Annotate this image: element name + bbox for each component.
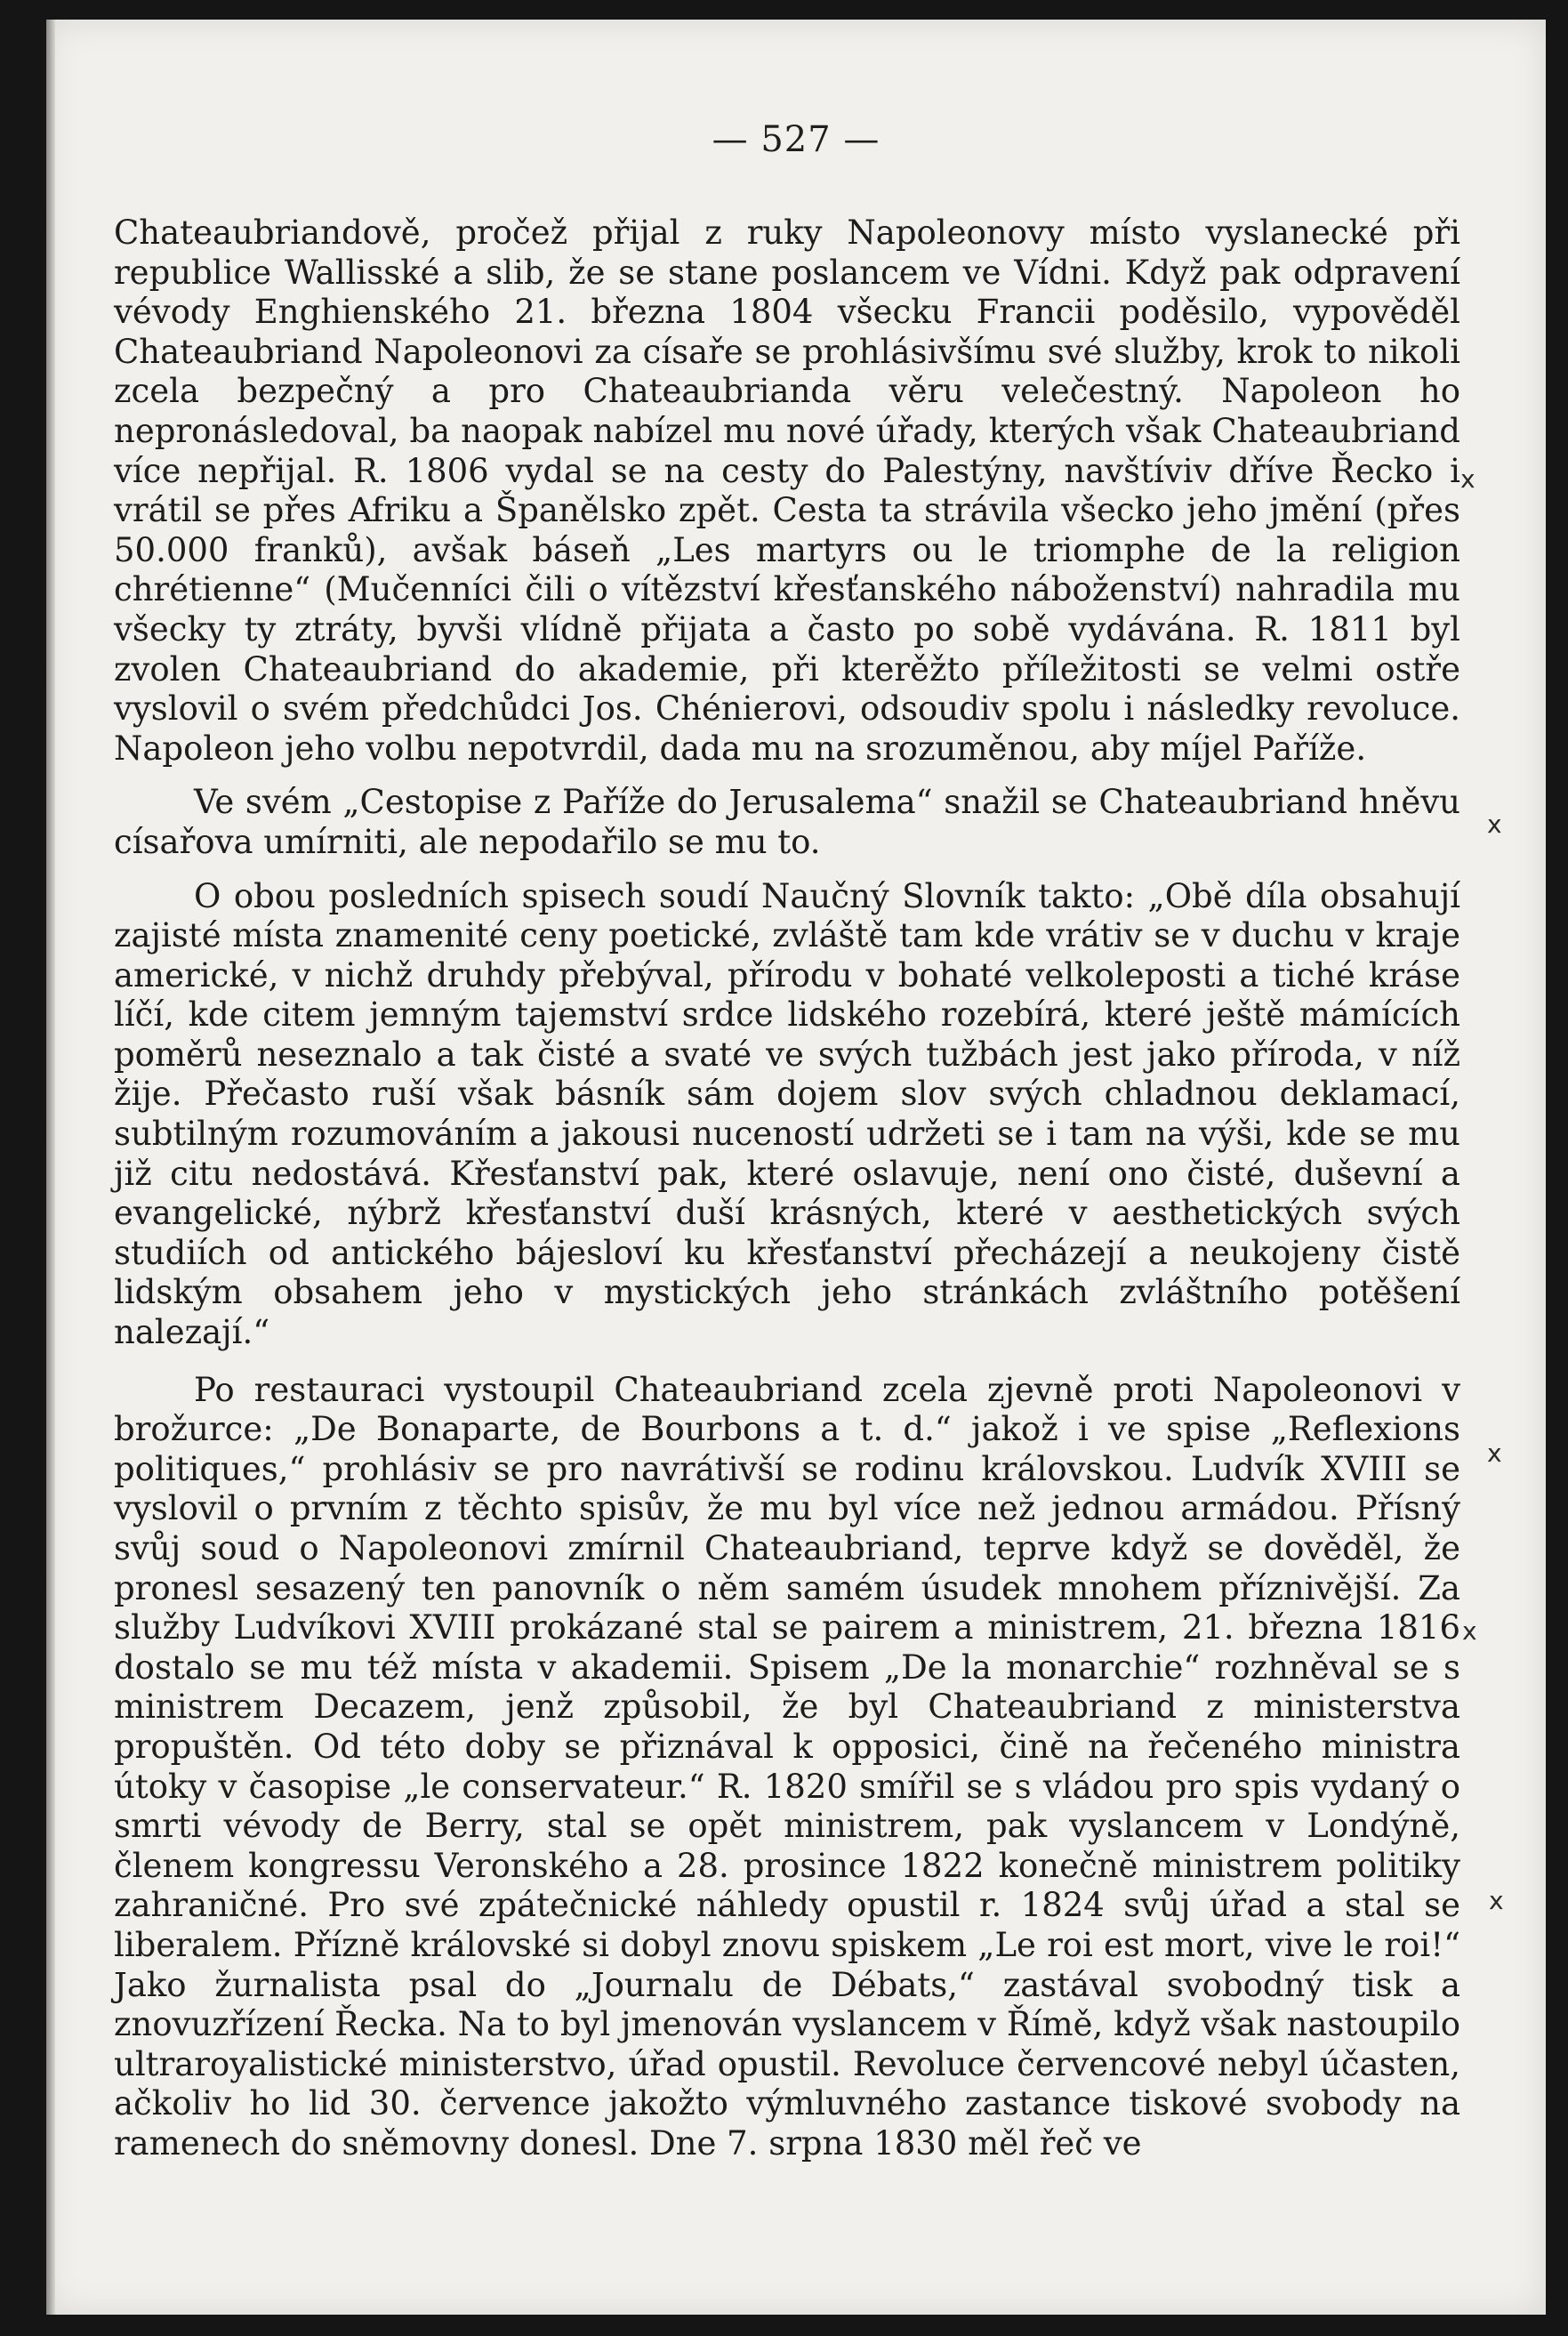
margin-mark: x bbox=[1487, 810, 1502, 839]
paragraph-2: Ve svém „Cestopise z Paříže do Jerusalema“ snažil se Chateaubriand hněvu císařova umírniti, ale nepodařilo se mu to. bbox=[114, 783, 1460, 861]
margin-mark: x bbox=[1460, 464, 1476, 494]
book-page bbox=[46, 20, 1546, 2315]
paragraph-3: O obou posledních spisech soudí Naučný Slovník takto: „Obě díla obsahují zajisté místa znamenité ceny poetické, zvláště tam kde vrátiv se v duchu v kraje americké, v nichž druhdy přebýval, přírodu v bohaté velkoleposti a tiché kráse líčí, kde citem jemným tajemství srdce lidského rozebírá, které ještě mámících poměrů neseznalo a tak čisté a svaté ve svých tužbách jest jako příroda, v níž žije. Přečasto ruší však básník sám dojem slov svých chladnou deklamací, subtilným rozumováním a jakousi nuceností udržeti se i tam na výši, kde se mu již citu nedostává. Křesťanství pak, které oslavuje, není ono čisté, duševní a evangelické, nýbrž křesťanství duší krásných, které v aesthetických svých studiích od antického bájesloví ku křesťanství přecházejí a neukojeny čistě lidským obsahem jeho v mystických jeho stránkách zvláštního potěšení nalezají.“ bbox=[114, 876, 1460, 1352]
paragraph-4: Po restauraci vystoupil Chateaubriand zcela zjevně proti Napoleonovi v brožurce: „De Bonaparte, de Bourbons a t. d.“ jakož i ve spise „Reflexions politiques,“ prohlásiv se pro navrátivší se rodinu královskou. Ludvík XVIII se vyslovil o prvním z těchto spisův, že mu byl více než jednou armádou. Přísný svůj soud o Napoleonovi zmírnil Chateaubriand, teprve když se dověděl, že pronesl sesazený ten panovník o něm samém úsudek mnohem příznivější. Za služby Ludvíkovi XVIII prokázané stal se pairem a ministrem, 21. března 1816 dostalo se mu též místa v akademii. Spisem „De la monarchie“ rozhněval se s ministrem Decazem, jenž způsobil, že byl Chateaubriand z ministerstva propuštěn. Od této doby se přiznával k opposici, čině na řečeného ministra útoky v časopise „le conservateur.“ R. 1820 smířil se s vládou pro spis vydaný o smrti vévody de Berry, stal se opět ministrem, pak vyslancem v Londýně, členem kongressu Veronského a 28. prosince 1822 konečně ministrem politiky zahraničné. Pro své zpátečnické náhledy opustil r. 1824 svůj úřad a stal se liberalem. Přízně královské si dobyl znovu spiskem „Le roi est mort, vive le roi!“ Jako žurnalista psal do „Journalu de Débats,“ zastával svobodný tisk a znovuzřízení Řecka. Na to byl jmenován vyslancem v Římě, když však nastoupilo ultraroyalistické ministerstvo, úřad opustil. Revoluce červencové nebyl účasten, ačkoliv ho lid 30. července jakožto výmluvného zastance tiskové svobody na ramenech do sněmovny donesl. Dne 7. srpna 1830 měl řeč ve bbox=[114, 1370, 1460, 2163]
page-body-text bbox=[114, 213, 1460, 2164]
margin-mark: x bbox=[1462, 1616, 1477, 1646]
margin-mark: x bbox=[1487, 1438, 1502, 1468]
page-binding-edge bbox=[46, 20, 55, 2315]
margin-mark: x bbox=[1489, 1886, 1504, 1915]
page-number: — 527 — bbox=[712, 119, 880, 160]
paragraph-1: Chateaubriandově, pročež přijal z ruky Napoleonovy místo vyslanecké při republice Wallisské a slib, že se stane poslancem ve Vídni. Když pak odpravení vévody Enghienského 21. března 1804 všecku Francii poděsilo, vypověděl Chateaubriand Napoleonovi za císaře se prohlásivšímu své služby, krok to nikoli zcela bezpečný a pro Chateaubrianda věru velečestný. Napoleon ho nepronásledoval, ba naopak nabízel mu nové úřady, kterých však Chateaubriand více nepřijal. R. 1806 vydal se na cesty do Palestýny, navštíviv dříve Řecko i vrátil se přes Afriku a Španělsko zpět. Cesta ta strávila všecko jeho jmění (přes 50.000 franků), avšak báseň „Les martyrs ou le triomphe de la religion chrétienne“ (Mučenníci čili o vítězství křesťanského náboženství) nahradila mu všecky ty ztráty, byvši vlídně přijata a často po sobě vydávána. R. 1811 byl zvolen Chateaubriand do akademie, při kterěžto příležitosti se velmi ostře vyslovil o svém předchůdci Jos. Chénierovi, odsoudiv spolu i následky revoluce. Napoleon jeho volbu nepotvrdil, dada mu na srozuměnou, aby míjel Paříže. bbox=[114, 213, 1460, 768]
